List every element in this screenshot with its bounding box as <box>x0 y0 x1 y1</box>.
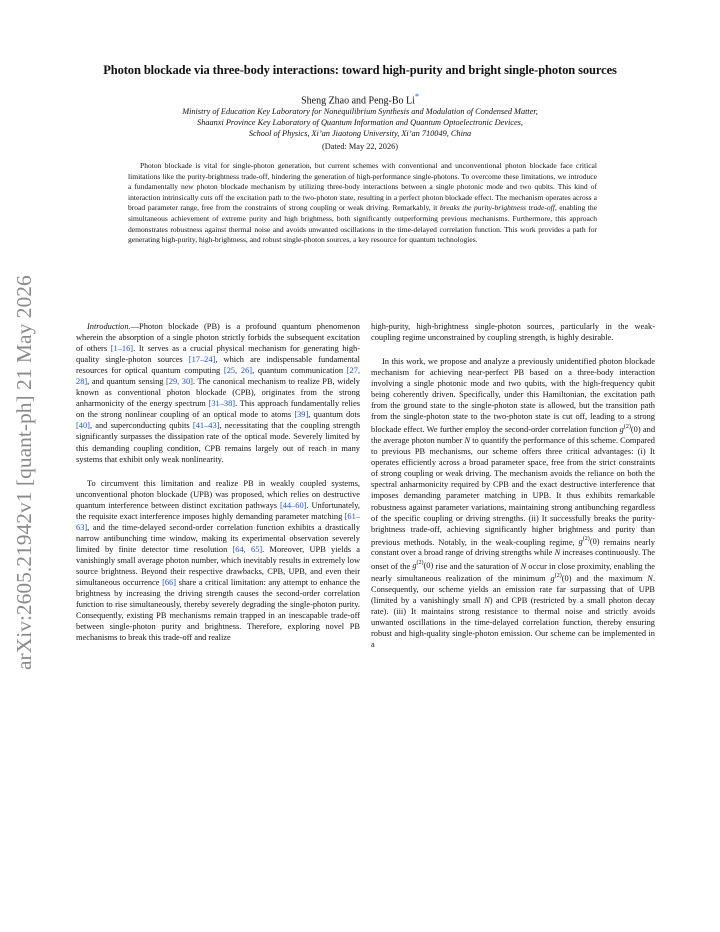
n-symbol: N <box>647 574 653 584</box>
arxiv-id-text: arXiv:2605.21942v1 [quant-ph] 21 May 2026 <box>12 275 36 670</box>
affiliation-line: Ministry of Education Key Laboratory for Nonequilibrium Synthesis and Modulation of Condensed Matter, <box>182 107 538 116</box>
body-paragraph: high-purity, high-brightness single-photon sources, particularly in the weak-coupling regime unconstrained by coupling strength, is highly desirable. <box>371 322 655 343</box>
n-symbol: N <box>484 596 490 606</box>
n-symbol: N <box>520 561 527 571</box>
arxiv-identifier <box>2 240 40 670</box>
citation-link[interactable]: [61–63] <box>76 511 360 532</box>
author-names: Sheng Zhao and Peng-Bo Li <box>301 95 415 107</box>
g2-symbol: $g^{(2)}(0)$ <box>550 573 572 584</box>
citation-link[interactable]: [25, 26] <box>223 366 253 376</box>
g2-symbol: $g^{(2)}(0)$ <box>412 560 434 571</box>
right-column <box>371 321 655 651</box>
citation-link[interactable]: [39] <box>294 410 309 420</box>
date-line: (Dated: May 22, 2026) <box>321 142 399 151</box>
g2-symbol: $g^{(2)}(0)$ <box>578 536 600 547</box>
author-line <box>40 92 680 106</box>
abstract <box>128 161 597 246</box>
citation-link[interactable]: [31–38] <box>208 399 236 409</box>
citation-link[interactable]: [64, 65] <box>232 544 263 554</box>
citation-link[interactable]: [27, 28] <box>76 366 361 387</box>
citation-link[interactable]: [66] <box>162 578 177 588</box>
left-column <box>76 321 360 643</box>
paper-title: Photon blockade via three-body interactions: toward high-purity and bright single-photon sources <box>103 63 617 77</box>
affiliation-line: Shaanxi Province Key Laboratory of Quantum Information and Quantum Optoelectronic Devices, <box>197 118 523 127</box>
body-paragraph: To circumvent this limitation and realize PB in weakly coupled systems, unconventional photon blockade (UPB) was proposed, which relies on destructive quantum interference between distinct excitation pathways [44–60]. Unfortunately, the requisite exact interference imposes highly demanding parameter matching [61–63], and the time-delayed second-order correlation function exhibits a drastically narrow antibunching time window, making its experimental observation severely limited by finite detector time resolution [64, 65]. Moreover, UPB yields a vanishingly small average photon number, which inevitably results in extremely low source brightness. Beyond their respective drawbacks, CPB, UPB, and even their simultaneous occurrence [66] share a critical limitation: any attempt to enhance the brightness by increasing the driving strength causes the second-order correlation function to rise simultaneously, thereby severely degrading the single-photon purity. Consequently, existing PB mechanisms remain trapped in an inescapable trade-off between single-photon purity and brightness. Therefore, exploring novel PB mechanisms to break this trade-off and realize <box>76 478 360 643</box>
body-paragraph: In this work, we propose and analyze a previously unidentified photon blockade mechanism for achieving near-perfect PB based on a three-body interaction involving a single photonic mode and two qubits, with the high-frequency qubit being coherently driven. Specifically, under this Hamiltonian, the excitation path from the ground state to the single-photon state is allowed, but the transition path from the single-photon state to the two-photon state is cut off, leading to a strong blockade effect. We further employ the second-order correlation function $g^{(2)}(0)$ and the average photon number N to quantify the performance of this scheme. Compared to previous PB mechanisms, our scheme offers three critical advantages: (i) It operates efficiently across a broad parameter space, free from the strict constraints of strong coupling or weak driving. The mechanism avoids the reliance on both the spectral anharmonicity required by CPB and the exact destructive interference that imposes demanding parameter matching in UPB. It thus exhibits remarkable robustness against parameter variations, maintaining strong antibunching regardless of the specific coupling or driving strengths. (ii) It successfully breaks the purity-brightness trade-off, achieving significantly higher brightness and purity than previous methods. Notably, in the weak-coupling regime, $g^{(2)}(0)$ remains nearly constant over a broad range of driving strengths while N increases continuously. The onset of the $g^{(2)}(0)$ rise and the saturation of N occur in close proximity, enabling the nearly simultaneous realization of the minimum $g^{(2)}(0)$ and the maximum N. Consequently, our scheme yields an emission rate far surpassing that of UPB (limited by a vanishingly small N) and CPB (restricted by a small photon decay rate). (iii) It maintains strong resistance to thermal noise and strictly avoids unwanted oscillations in the time-delayed correlation function, thereby ensuring robust and high-quality single-photon emission. Our scheme can be implemented in a <box>371 357 656 650</box>
n-symbol: N <box>464 436 471 446</box>
citation-link[interactable]: [41–43] <box>192 421 220 431</box>
citation-link[interactable]: [29, 30] <box>166 377 193 387</box>
corresponding-author-link[interactable]: * <box>414 92 419 101</box>
abstract-emphasis: breaks the purity-brightness trade-off <box>439 203 555 213</box>
citation-link[interactable]: [17–24] <box>188 355 216 365</box>
affiliation-line: School of Physics, Xi’an Jiaotong University, Xi’an 710049, China <box>248 129 472 138</box>
affiliation <box>60 106 660 139</box>
citation-link[interactable]: [1–16] <box>110 344 134 354</box>
n-symbol: N <box>554 548 561 558</box>
intro-paragraph: Introduction.—Photon blockade (PB) is a profound quantum phenomenon wherein the absorption of a single photon strictly forbids the subsequent excitation of others [1–16]. It serves as a crucial physical mechanism for generating high-quality single-photon sources [17–24], which are indispensable fundamental resources for optical quantum computing [25, 26], quantum communication [27, 28], and quantum sensing [29, 30]. The canonical mechanism to realize PB, widely known as conventional photon blockade (CPB), originates from the strong anharmonicity of the energy spectrum [31–38]. This approach fundamentally relies on the strong nonlinear coupling of an optical mode to atoms [39], quantum dots [40], and superconducting qubits [41–43], necessitating that the coupling strength significantly surpasses the dissipation rate of the optical mode. Severely limited by this demanding coupling condition, CPB remains largely out of reach in many systems that exhibit only weak nonlinearity. <box>76 322 361 464</box>
citation-link[interactable]: [40] <box>76 421 90 431</box>
section-label: Introduction. <box>87 322 131 331</box>
citation-link[interactable]: [44–60] <box>279 500 307 510</box>
abstract-text: , enabling the simultaneous achievement of extreme purity and high brightness, both significantly outperforming previous mechanisms. Furthermore, this approach demonstrates robustness against thermal noise and avoids unwanted oscillations in the time-delayed correlation function. This work provides a path for generating high-purity, high-brightness, and robust single-photon sources, a key resource for quantum technologies. <box>128 203 598 245</box>
abstract-text: Photon blockade is vital for single-photon generation, but current schemes with conventional and unconventional photon blockade face critical limitations like the purity-brightness trade-off, hindering the generation of high-performance single-photons. To overcome these limitations, we introduce a fundamentally new photon blockade mechanism by utilizing three-body interactions between a single photonic mode and two qubits. This kind of interaction intrinsically cuts off the excitation path to the two-photon state, resulting in a perfect photon blockade effect. The mechanism operates across a broad parameter range, free from the constraints of strong coupling or weak driving. Remarkably, it <box>128 161 597 213</box>
g2-symbol: $g^{(2)}(0)$ <box>619 424 641 435</box>
